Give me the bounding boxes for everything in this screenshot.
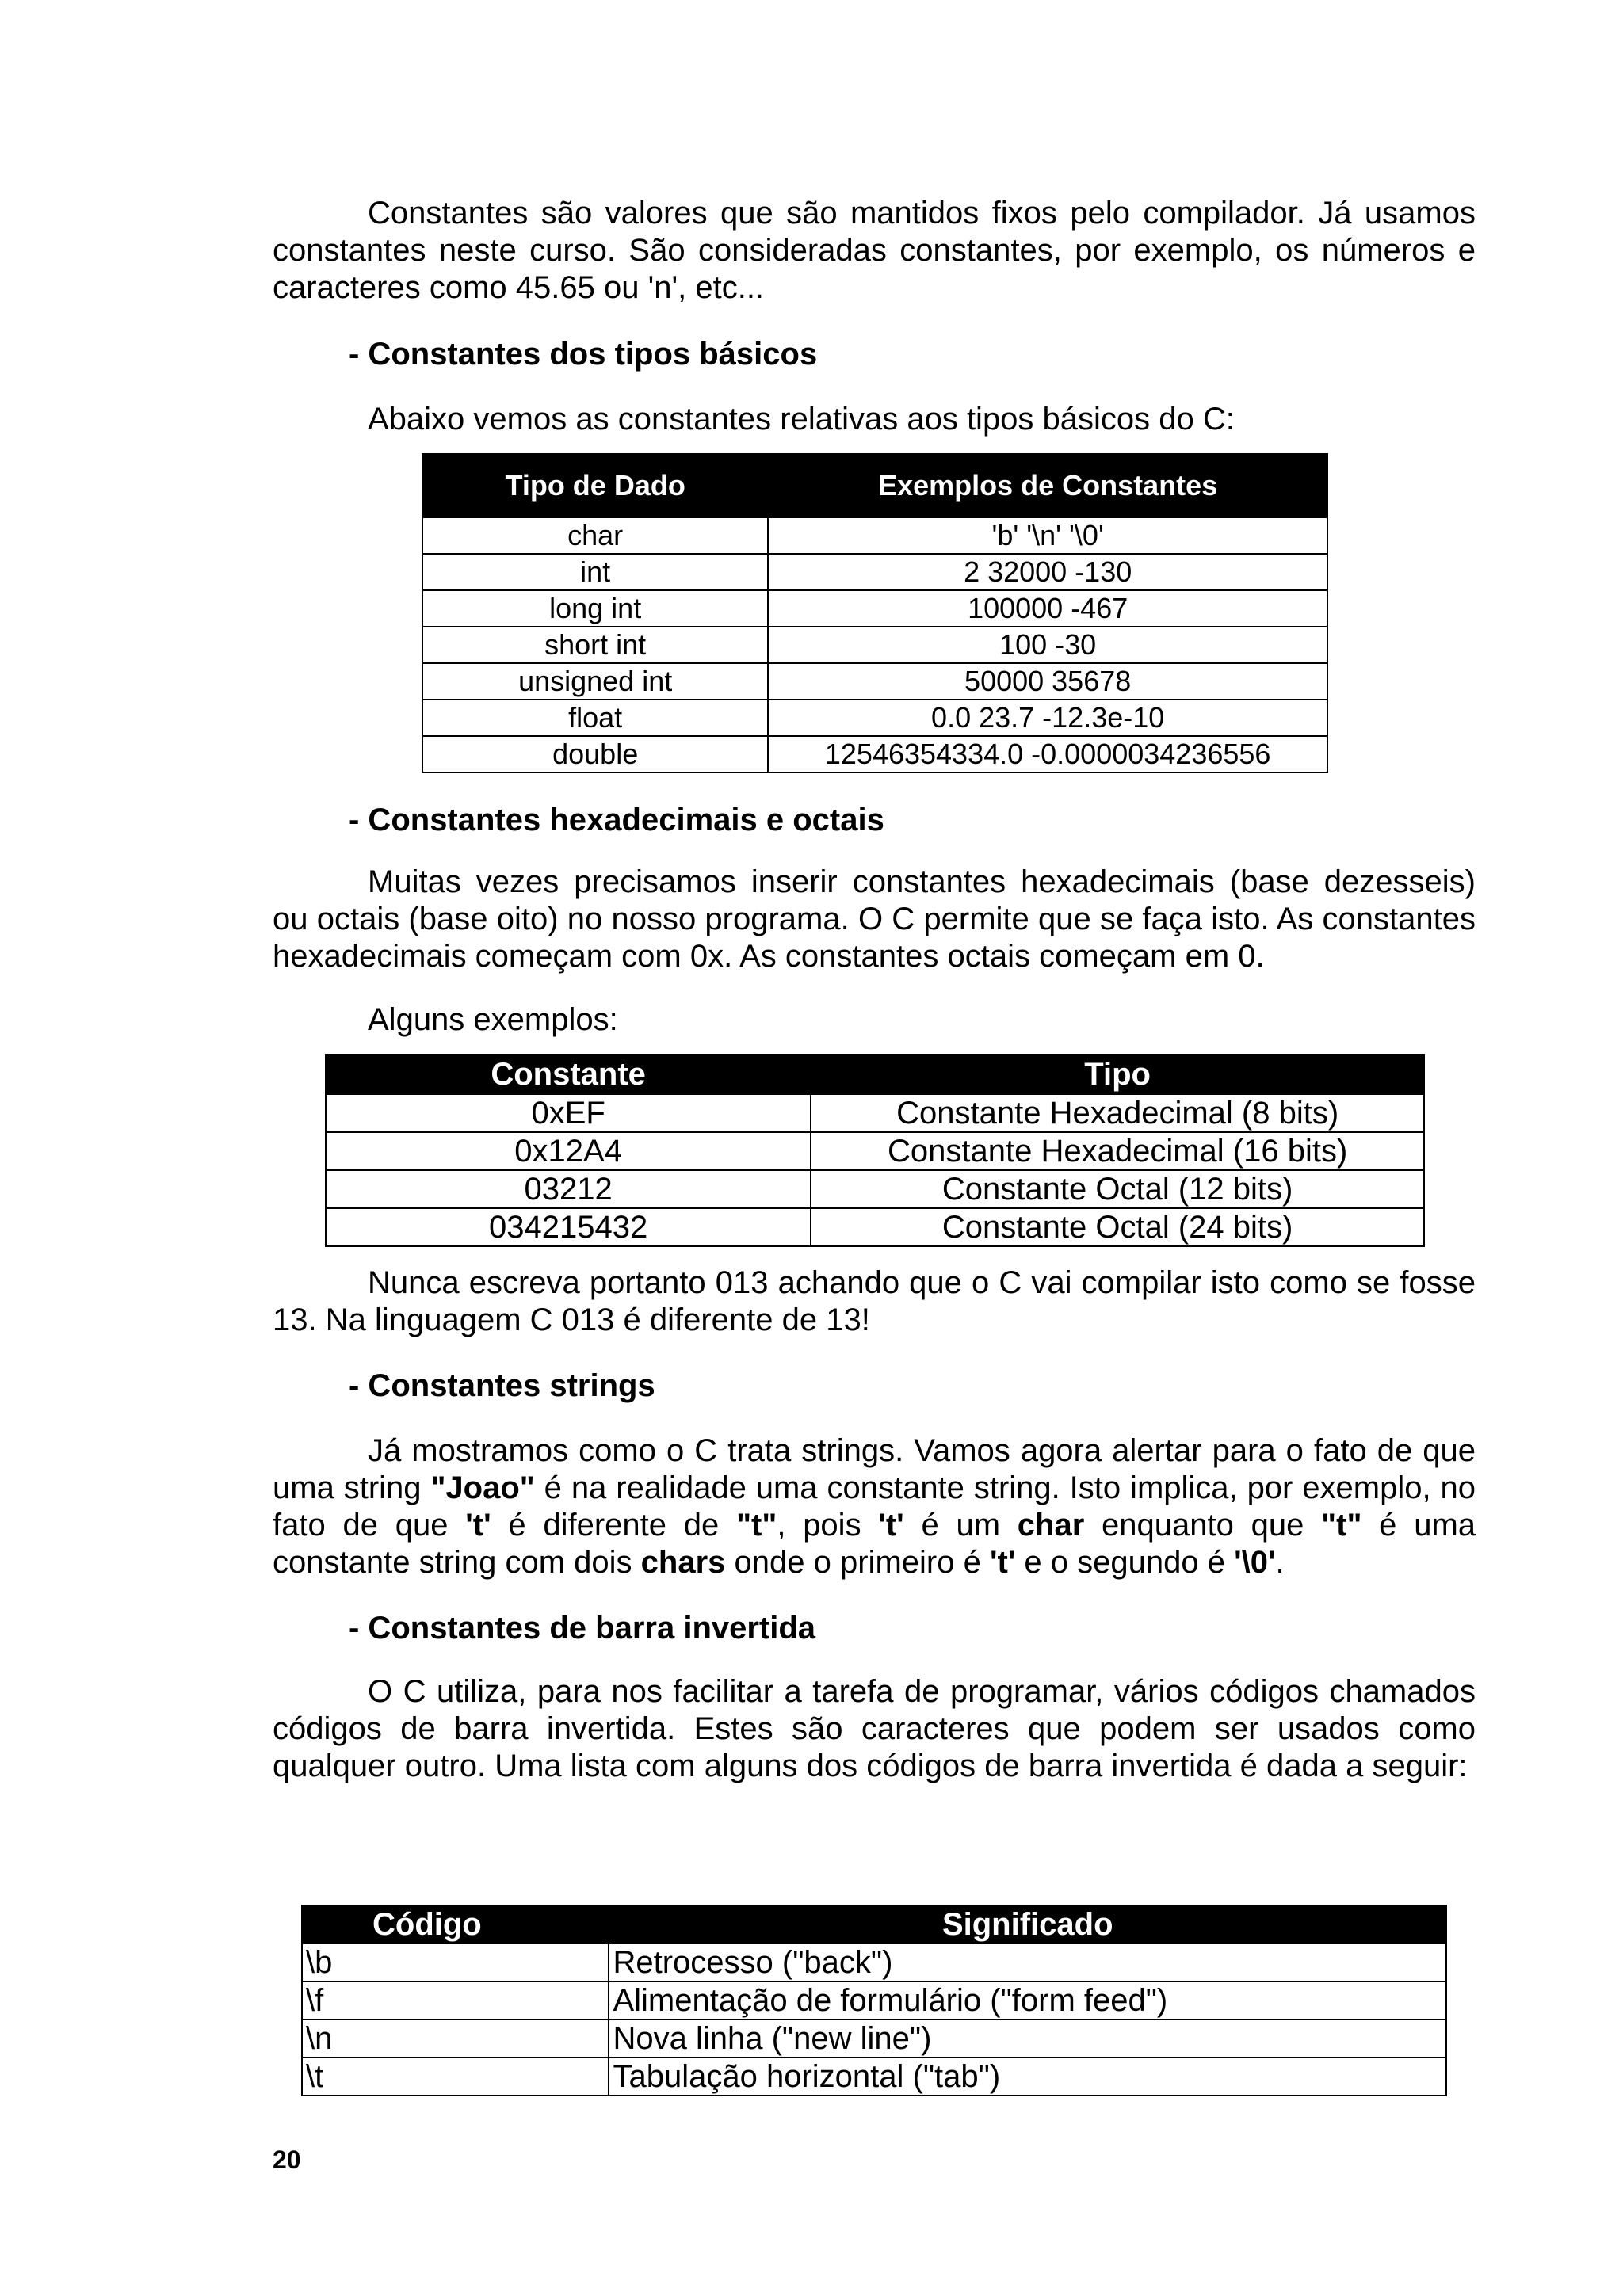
table-row	[326, 1132, 1424, 1170]
section-heading-hex: - Constantes hexadecimais e octais	[349, 803, 884, 837]
table-cell: Constante Hexadecimal (16 bits)	[811, 1132, 1424, 1170]
table-cell: long int	[422, 590, 768, 627]
strings-bold: char	[1017, 1508, 1085, 1543]
table-cell: int	[422, 554, 768, 590]
strings-text: onde o primeiro é	[725, 1545, 990, 1580]
strings-text: , pois	[777, 1508, 879, 1543]
strings-bold: "t"	[1321, 1508, 1362, 1543]
table-cell: double	[422, 736, 768, 772]
table-row	[422, 736, 1327, 772]
strings-text: é uma constante string com dois	[273, 1508, 1476, 1580]
strings-text: é na realidade uma constante string. Isto implica, por exemplo, no fato de que	[273, 1470, 1476, 1543]
table-cell: unsigned int	[422, 663, 768, 700]
table-row	[302, 1981, 1446, 2019]
table-row	[422, 663, 1327, 700]
table-cell: 0x12A4	[326, 1132, 811, 1170]
table-cell: Nova linha ("new line")	[609, 2019, 1446, 2058]
hex-octal-table	[325, 1054, 1425, 1247]
strings-bold: 't'	[465, 1508, 491, 1543]
basic-types-table	[422, 453, 1328, 773]
section-basic-intro: Abaixo vemos as constantes relativas aos tipos básicos do C:	[368, 402, 1235, 437]
table-header-row	[422, 454, 1327, 517]
table-cell: \n	[302, 2019, 609, 2058]
table-row	[422, 627, 1327, 663]
strings-bold: "t"	[736, 1508, 777, 1543]
hex-paragraph	[273, 864, 1476, 975]
intro-text: Constantes são valores que são mantidos fixos pelo compilador. Já usamos constantes neste curso. São consideradas constantes, por exemplo, os números e caracteres como 45.65 ou 'n', etc...	[273, 196, 1476, 305]
table-cell: Alimentação de formulário ("form feed")	[609, 1981, 1446, 2019]
hex-paragraph-text: Muitas vezes precisamos inserir constantes hexadecimais (base dezesseis) ou octais (base oito) no nosso programa. O C permite que se faça isto. As constantes hexadecimais começam com 0x. As constantes octais começam em 0.	[273, 864, 1476, 974]
table-row	[302, 1943, 1446, 1981]
table-cell: \f	[302, 1981, 609, 2019]
strings-text: é diferente de	[491, 1508, 737, 1543]
strings-text: enquanto que	[1084, 1508, 1322, 1543]
table-cell: char	[422, 517, 768, 554]
strings-text: .	[1275, 1545, 1285, 1580]
section-heading-backslash: - Constantes de barra invertida	[349, 1611, 816, 1646]
table-cell: Constante Octal (24 bits)	[811, 1208, 1424, 1246]
table-row	[326, 1208, 1424, 1246]
table-row	[422, 554, 1327, 590]
table-cell: short int	[422, 627, 768, 663]
backslash-codes-table	[301, 1905, 1447, 2096]
backslash-paragraph	[273, 1673, 1476, 1785]
section-heading-strings: - Constantes strings	[349, 1368, 655, 1403]
strings-bold: chars	[640, 1545, 726, 1580]
backslash-paragraph-text: O C utiliza, para nos facilitar a tarefa de programar, vários códigos chamados códigos de barra invertida. Estes são caracteres que podem ser usados como qualquer outro. Uma lista com alguns dos códigos de barra invertida é dada a seguir:	[273, 1674, 1476, 1783]
hex-note-text: Nunca escreva portanto 013 achando que o C vai compilar isto como se fosse 13. Na linguagem C 013 é diferente de 13!	[273, 1265, 1476, 1337]
table-cell: 2 32000 -130	[768, 554, 1327, 590]
strings-text: é um	[903, 1508, 1018, 1543]
page-number: 20	[273, 2145, 301, 2174]
table-cell: 100000 -467	[768, 590, 1327, 627]
strings-bold: 't'	[878, 1508, 904, 1543]
table-cell: \b	[302, 1943, 609, 1981]
table-row	[422, 700, 1327, 736]
table-row	[302, 2019, 1446, 2058]
table-cell: 03212	[326, 1170, 811, 1208]
table-cell: float	[422, 700, 768, 736]
strings-bold: "Joao"	[430, 1470, 535, 1505]
strings-paragraph	[273, 1432, 1476, 1581]
table-header-cell: Significado	[609, 1905, 1446, 1943]
table-header-cell: Tipo	[811, 1055, 1424, 1094]
hex-examples-label: Alguns exemplos:	[368, 1002, 618, 1037]
strings-text: e o segundo é	[1015, 1545, 1235, 1580]
strings-text: Já mostramos como o C trata strings. Vamos agora alertar para o fato de que uma string	[273, 1433, 1476, 1505]
table-header-row	[326, 1055, 1424, 1094]
table-header-cell: Constante	[326, 1055, 811, 1094]
table-row	[302, 2058, 1446, 2096]
table-cell: 0xEF	[326, 1094, 811, 1132]
table-header-cell: Tipo de Dado	[422, 454, 768, 517]
table-cell: Constante Hexadecimal (8 bits)	[811, 1094, 1424, 1132]
table-cell: 50000 35678	[768, 663, 1327, 700]
table-cell: 100 -30	[768, 627, 1327, 663]
table-cell: 12546354334.0 -0.0000034236556	[768, 736, 1327, 772]
table-header-cell: Exemplos de Constantes	[768, 454, 1327, 517]
table-header-cell: Código	[302, 1905, 609, 1943]
table-row	[422, 517, 1327, 554]
table-cell: Constante Octal (12 bits)	[811, 1170, 1424, 1208]
table-cell: 034215432	[326, 1208, 811, 1246]
table-cell: Tabulação horizontal ("tab")	[609, 2058, 1446, 2096]
table-row	[326, 1170, 1424, 1208]
table-cell: Retrocesso ("back")	[609, 1943, 1446, 1981]
table-cell: 'b' '\n' '\0'	[768, 517, 1327, 554]
table-row	[326, 1094, 1424, 1132]
table-cell: 0.0 23.7 -12.3e-10	[768, 700, 1327, 736]
hex-note-paragraph	[273, 1264, 1476, 1339]
strings-bold: 't'	[989, 1545, 1016, 1580]
intro-paragraph	[273, 195, 1476, 307]
table-header-row	[302, 1905, 1446, 1943]
section-heading-basic: - Constantes dos tipos básicos	[349, 337, 818, 372]
strings-bold: '\0'	[1234, 1545, 1276, 1580]
table-row	[422, 590, 1327, 627]
table-cell: \t	[302, 2058, 609, 2096]
